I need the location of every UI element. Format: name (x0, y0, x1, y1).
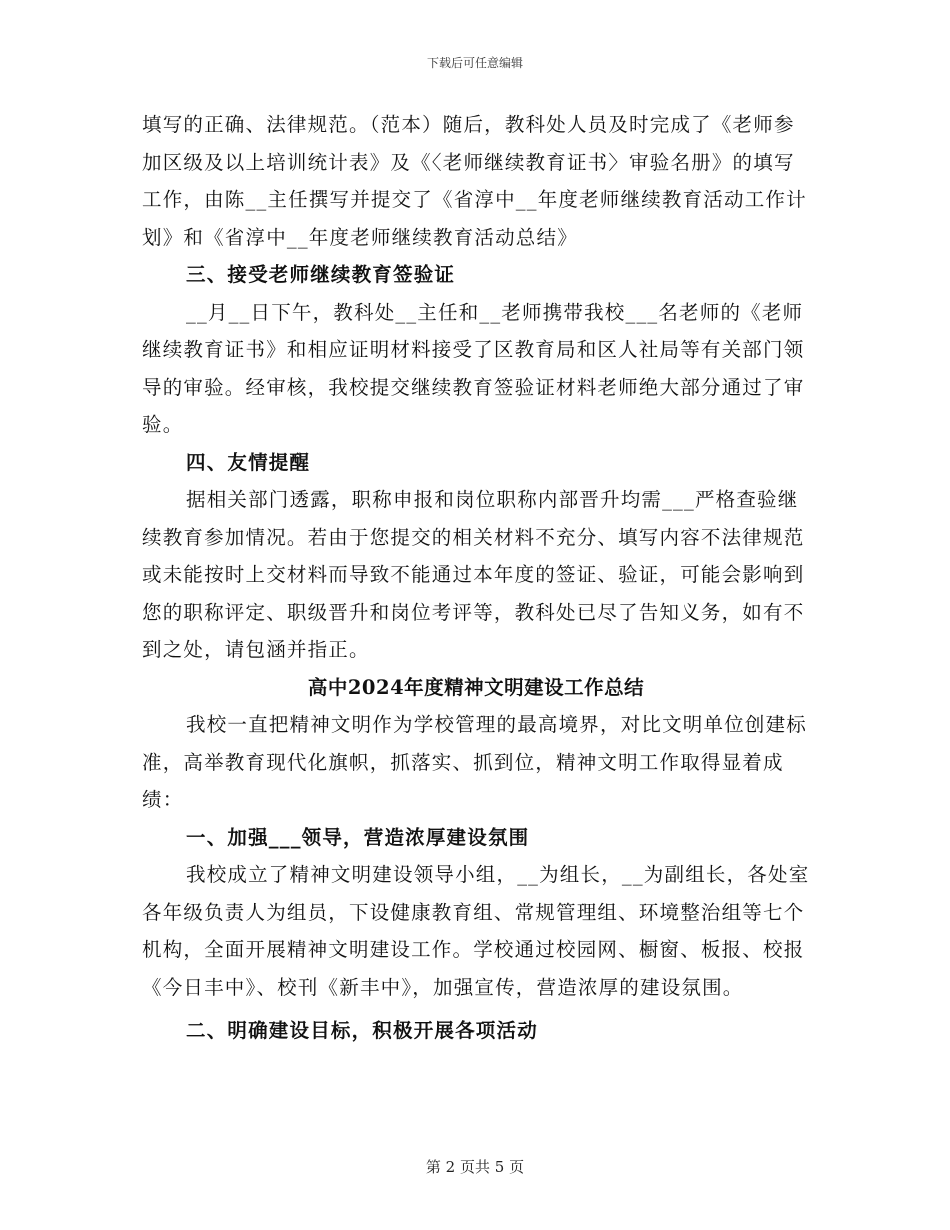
page-header: 下载后可任意编辑 (426, 56, 523, 70)
document-title: 高中2024年度精神文明建设工作总结 (307, 675, 645, 699)
paragraph-verification: __月__日下午，教科处__主任和__老师携带我校___名老师的《老师继续教育证书》和相应证明材料接受了区教育局和区人社局等有关部门领导的审验。经审核，我校提交继续教育签验证材料老师绝大部分通过了审验。 (142, 300, 805, 436)
paragraph-intro: 我校一直把精神文明作为学校管理的最高境界，对比文明单位创建标准，高举教育现代化旗帜，抓落实、抓到位，精神文明工作取得显着成绩： (142, 713, 808, 811)
page-footer: 第 2 页共 5 页 (425, 1158, 525, 1176)
section-heading-1: 一、加强___领导，营造浓厚建设氛围 (186, 825, 530, 849)
paragraph-leadership: 我校成立了精神文明建设领导小组，__为组长，__为副组长，各处室各年级负责人为组员，下设健康教育组、常规管理组、环境整治组等七个机构，全面开展精神文明建设工作。学校通过校园网、橱窗、板报、校报《今日丰中》、校刊《新丰中》，加强宣传，营造浓厚的建设氛围。 (142, 863, 810, 999)
section-heading-2: 二、明确建设目标，积极开展各项活动 (186, 1019, 538, 1042)
section-heading-3: 三、接受老师继续教育签验证 (186, 263, 456, 286)
document-body (142, 106, 810, 1050)
paragraph-reminder: 据相关部门透露，职称申报和岗位职称内部晋升均需___严格查验继续教育参加情况。若由于您提交的相关材料不充分、填写内容不法律规范或未能按时上交材料而导致不能通过本年度的签证、验证，可能会影响到您的职称评定、职级晋升和岗位考评等，教科处已尽了告知义务，如有不到之处，请包涵并指正。 (142, 488, 805, 661)
paragraph-continued: 填写的正确、法律规范。（范本）随后，教科处人员及时完成了《老师参加区级及以上培训统计表》及《〈老师继续教育证书〉审验名册》的填写工作，由陈__主任撰写并提交了《省淳中__年度老师继续教育活动工作计划》和《省淳中__年度老师继续教育活动总结》 (142, 113, 807, 249)
section-heading-4: 四、友情提醒 (186, 450, 311, 474)
